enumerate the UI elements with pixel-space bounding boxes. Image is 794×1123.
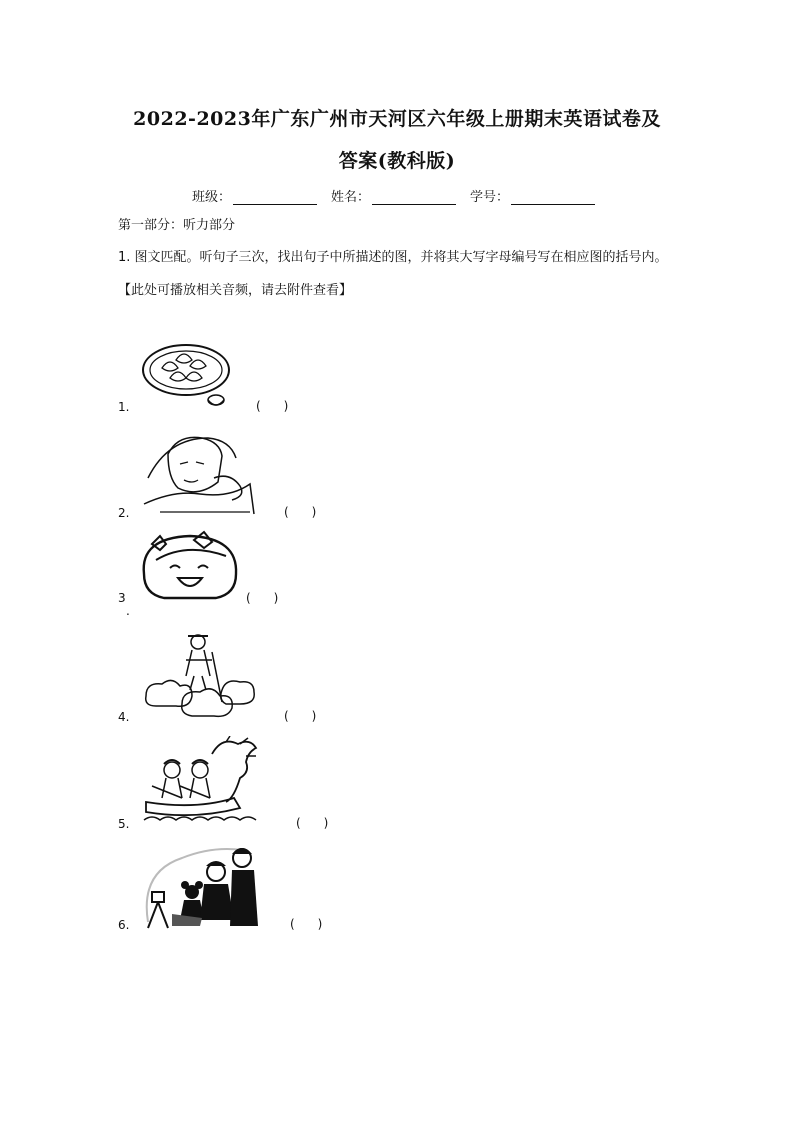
document-title-line-1: 2022-2023年广东广州市天河区六年级上册期末英语试卷及: [133, 108, 661, 130]
item-5-answer-blank[interactable]: ( ): [296, 816, 329, 830]
document-title-line-2: 答案(教科版): [338, 150, 456, 172]
student-id-blank[interactable]: [511, 190, 595, 205]
family-photo-icon: [142, 842, 264, 930]
item-6-answer-blank[interactable]: ( ): [290, 917, 323, 931]
item-4-number: 4.: [118, 710, 130, 724]
class-field: [192, 186, 317, 205]
question-instruction: 1. 图文匹配。听句子三次，找出句子中所描述的图，并将其大写字母编号写在相应图的括号内。【此处可播放相关音频，请去附件查看】: [118, 250, 668, 298]
student-id-label: 学号：: [470, 190, 510, 205]
dumplings-plate-icon: [140, 340, 240, 412]
item-3-number-dot: .: [126, 604, 130, 618]
item-3-number: 3: [118, 591, 126, 605]
item-6-number: 6.: [118, 918, 130, 932]
student-info-row: [192, 186, 609, 205]
item-1-answer-blank[interactable]: ( ): [256, 399, 289, 413]
item-4-answer-blank[interactable]: ( ): [284, 709, 317, 723]
shepherd-with-sheep-icon: [142, 630, 262, 722]
dragon-boat-icon: [142, 736, 268, 828]
item-5-number: 5.: [118, 817, 130, 831]
class-label: 班级：: [192, 190, 232, 205]
section-heading: 第一部分：听力部分: [118, 218, 236, 233]
item-1-number: 1.: [118, 400, 130, 414]
sick-person-in-bed-icon: [140, 418, 260, 516]
student-id-field: [470, 186, 595, 205]
item-3-answer-blank[interactable]: ( ): [246, 591, 279, 605]
name-field: [331, 186, 456, 205]
item-2-answer-blank[interactable]: ( ): [284, 505, 317, 519]
name-blank[interactable]: [372, 190, 456, 205]
smiling-girl-icon: [138, 530, 242, 602]
name-label: 姓名：: [331, 190, 371, 205]
class-blank[interactable]: [233, 190, 317, 205]
item-2-number: 2.: [118, 506, 130, 520]
